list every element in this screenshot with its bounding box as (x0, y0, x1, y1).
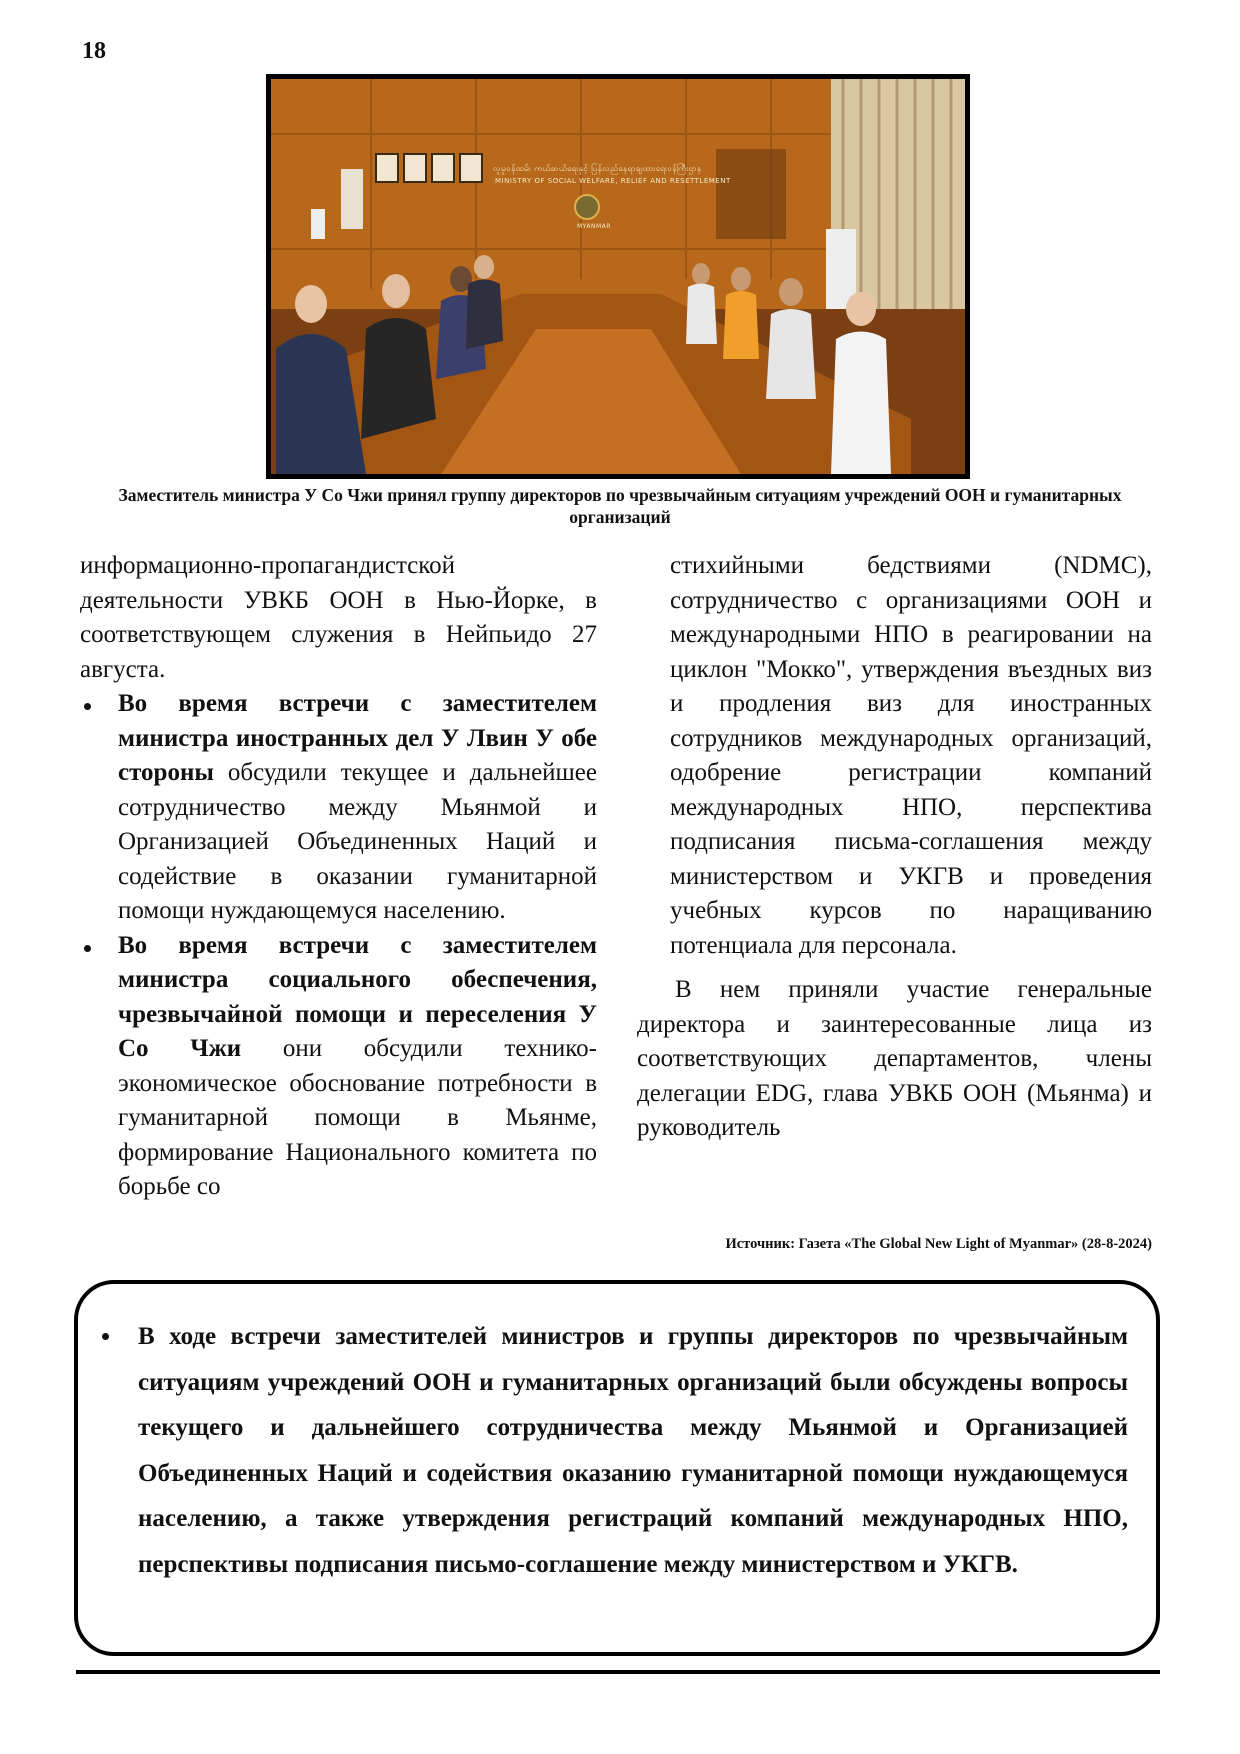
bullet-item-2 (118, 929, 597, 1205)
bullet-1-text: обсудили текущее и дальнейшее сотрудничество между Мьянмой и Организацией Объединенных Наций и содействие в оказании гуманитарной помощи нуждающемуся населению. (118, 759, 597, 924)
meeting-photo (266, 74, 970, 479)
bullet-item-1 (118, 687, 597, 929)
bottom-rule (76, 1670, 1160, 1674)
sign-english: MINISTRY OF SOCIAL WELFARE, RELIEF AND RESETTLEMENT (495, 177, 731, 185)
bullet-2-text: они обсудили технико-экономическое обоснование потребности в гуманитарной помощи в Мьянме, формирование Национального комитета по борьбе со (118, 1035, 598, 1200)
summary-text: В ходе встречи заместителей министров и группы директоров по чрезвычайным ситуациям учреждений ООН и гуманитарных организаций были обсуждены вопросы текущего и дальнейшего сотрудничества между Мьянмой и Организацией Объединенных Наций и содействия оказанию гуманитарной помощи нуждающемуся населению, а также утверждения регистраций компаний международных НПО, перспективы подписания письмо-соглашение между министерством и УКГВ. (138, 1314, 1128, 1587)
bullet-2-bold: Во время встречи с заместителем министра социального обеспечения, чрезвычайной помощи и переселения У Со Чжи (118, 931, 597, 1062)
sign-burmese: လူမှုဝန်ထမ်း ကယ်ဆယ်ရေးနှင့် ပြန်လည်နေရာချထားရေးဝန်ကြီးဌာန (493, 164, 702, 173)
summary-box (74, 1280, 1160, 1656)
sign-myanmar: MYANMAR (577, 223, 611, 230)
right-continuation: стихийными бедствиями (NDMC), сотрудничество с организациями ООН и международными НПО в реагировании на циклон "Мокко", утверждения въездных виз и продления виз для иностранных сотрудников международных организаций, одобрение регистрации компаний международных НПО, перспектива подписания письма-соглашения между министерством и УКГВ и проведения учебных курсов по наращиванию потенциала для персонала. (670, 552, 1152, 959)
right-column (637, 549, 1152, 1146)
bullet-1-bold: Во время встречи с заместителем министра иностранных дел У Лвин У обе стороны (118, 690, 597, 786)
page-number: 18 (82, 38, 106, 64)
source-citation: Источник: Газета «The Global New Light of Myanmar» (28-8-2024) (725, 1236, 1152, 1252)
left-intro: информационно-пропагандистской деятельности УВКБ ООН в Нью-Йорке, в соответствующем служения в Нейпьидо 27 августа. (80, 552, 597, 683)
photo-caption: Заместитель министра У Со Чжи принял группу директоров по чрезвычайным ситуациям учреждений ООН и гуманитарных организаций (118, 485, 1122, 527)
right-paragraph: В нем приняли участие генеральные директора и заинтересованные лица из соответствующих департаментов, члены делегации EDG, глава УВКБ ООН (Мьянма) и руководитель (637, 976, 1152, 1141)
left-column (80, 549, 597, 1205)
meeting-photo-illustration (271, 79, 965, 474)
